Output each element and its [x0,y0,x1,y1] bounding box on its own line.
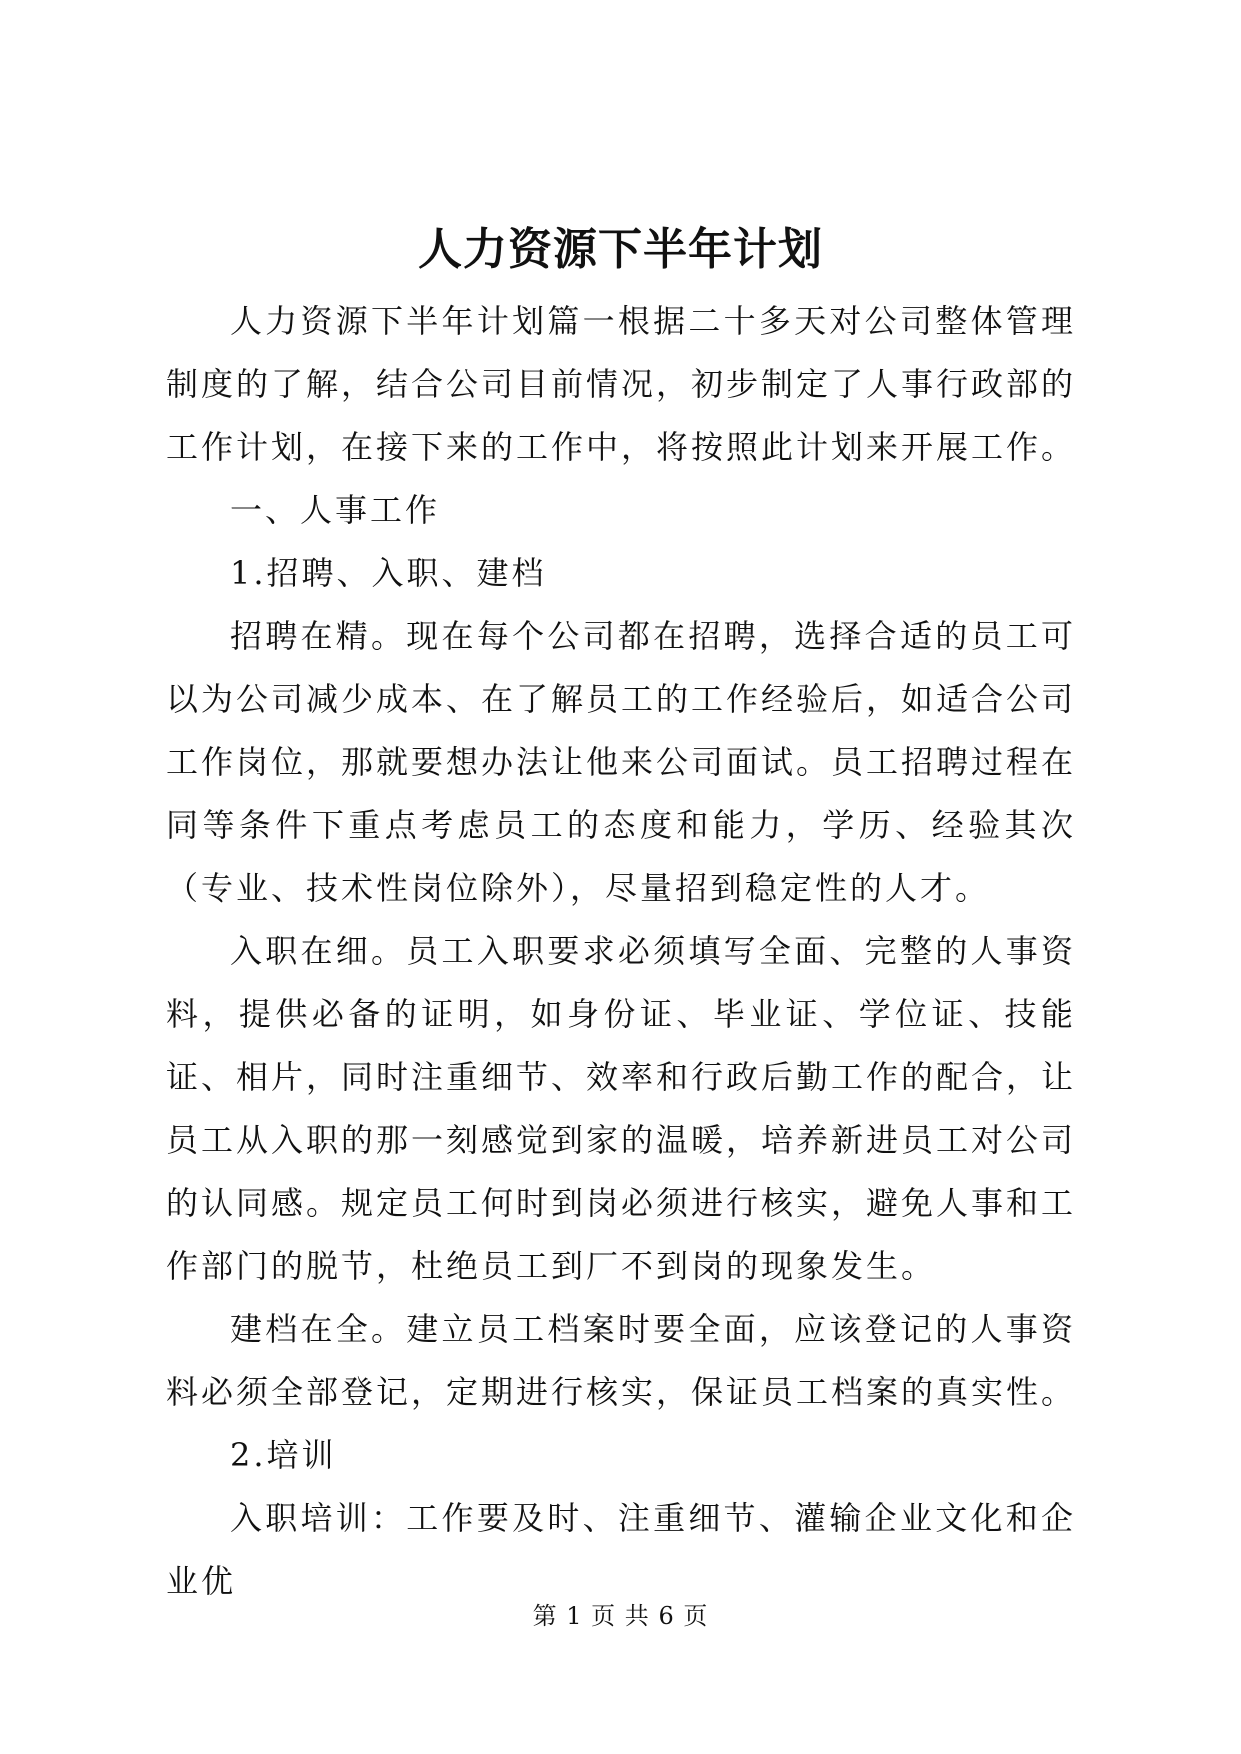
paragraph-recruitment: 招聘在精。现在每个公司都在招聘，选择合适的员工可以为公司减少成本、在了解员工的工作经验后，如适合公司工作岗位，那就要想办法让他来公司面试。员工招聘过程在同等条件下重点考虑员工的态度和能力，学历、经验其次（专业、技术性岗位除外），尽量招到稳定性的人才。 [166,617,1077,907]
subsection-heading-recruitment: 1.招聘、入职、建档 [230,554,547,592]
paragraph-intro: 人力资源下半年计划篇一根据二十多天对公司整体管理制度的了解，结合公司目前情况，初步制定了人事行政部的工作计划，在接下来的工作中，将按照此计划来开展工作。 [166,302,1077,466]
section-heading-personnel: 一、人事工作 [230,491,441,529]
paragraph-archiving: 建档在全。建立员工档案时要全面，应该登记的人事资料必须全部登记，定期进行核实，保证员工档案的真实性。 [166,1310,1077,1411]
page-footer: 第 1 页 共 6 页 [532,1602,709,1630]
paragraph-training: 入职培训：工作要及时、注重细节、灌输企业文化和企业优 [166,1499,1076,1600]
paragraph-onboarding: 入职在细。员工入职要求必须填写全面、完整的人事资料，提供必备的证明，如身份证、毕业证、学位证、技能证、相片，同时注重细节、效率和行政后勤工作的配合，让员工从入职的那一刻感觉到家的温暖，培养新进员工对公司的认同感。规定员工何时到岗必须进行核实，避免人事和工作部门的脱节，杜绝员工到厂不到岗的现象发生。 [166,932,1077,1285]
subsection-heading-training: 2.培训 [230,1436,337,1474]
document-body [166,290,1076,1613]
document-title: 人力资源下半年计划 [418,224,823,275]
